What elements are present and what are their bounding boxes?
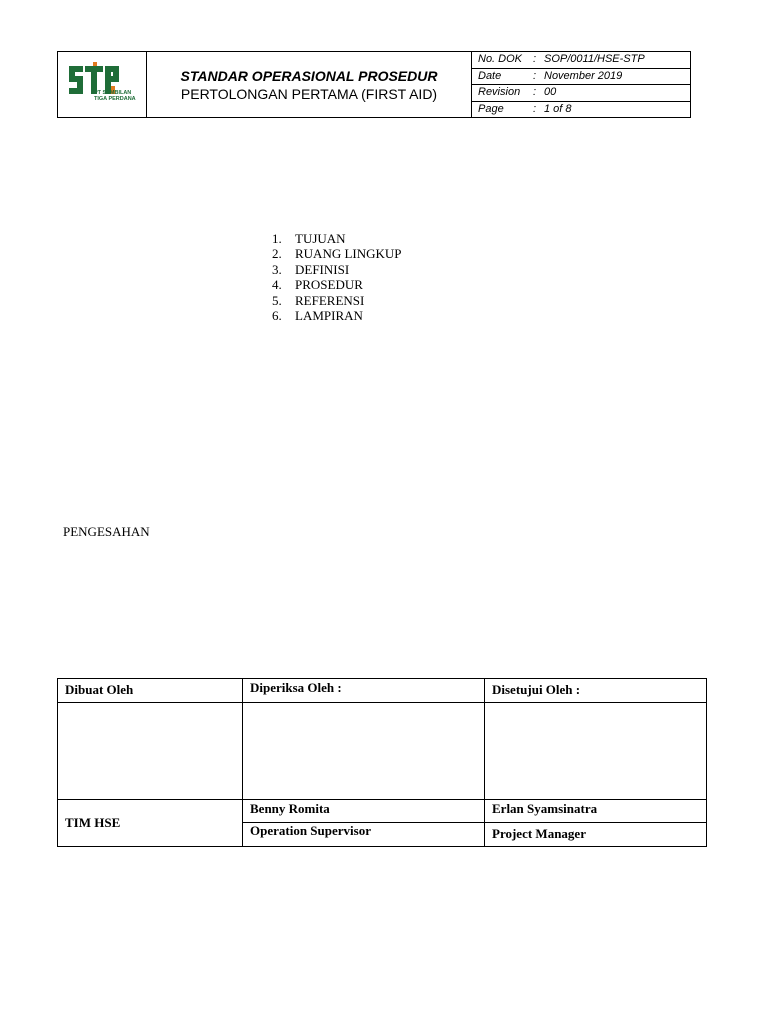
table-divider [242, 679, 243, 846]
meta-separator: : [533, 102, 537, 115]
logo-line1: PT SEMBILAN [94, 90, 132, 96]
meta-date [472, 69, 690, 86]
title-line2: PERTOLONGAN PERTAMA (FIRST AID) [180, 86, 438, 102]
meta-value: 00 [544, 86, 557, 98]
list-number: 4. [272, 277, 282, 293]
list-item [272, 293, 402, 308]
checker-role: Operation Supervisor [250, 823, 371, 838]
list-label: LAMPIRAN [295, 307, 363, 323]
document-meta [472, 52, 690, 117]
list-item [272, 246, 402, 261]
header-dibuat-oleh: Dibuat Oleh [65, 682, 134, 697]
approval-table [57, 678, 707, 847]
list-label: DEFINISI [295, 261, 350, 277]
list-item [272, 231, 402, 246]
meta-label: Page [478, 102, 504, 115]
header-diperiksa-oleh: Diperiksa Oleh : [250, 680, 342, 695]
logo-line2: TIGA PERDANA [94, 96, 136, 102]
meta-value: November 2019 [544, 69, 623, 82]
meta-page [472, 102, 690, 119]
list-label: PROSEDUR [295, 277, 363, 293]
list-item [272, 308, 402, 323]
document-title [147, 52, 472, 117]
company-logo [58, 52, 147, 117]
approver-name: Erlan Syamsinatra [492, 801, 598, 816]
list-item [272, 277, 402, 292]
list-number: 1. [272, 231, 282, 246]
list-label: REFERENSI [295, 292, 365, 308]
table-divider [58, 702, 706, 703]
meta-label: Date [478, 69, 502, 82]
list-number: 2. [272, 246, 282, 262]
list-label: RUANG LINGKUP [295, 246, 402, 262]
maker-name: TIM HSE [65, 815, 121, 830]
meta-label: Revision [478, 86, 521, 98]
list-number: 3. [272, 261, 282, 277]
table-divider [58, 799, 706, 800]
document-header [57, 51, 691, 118]
meta-doc-number [472, 52, 690, 69]
contents-list [272, 231, 402, 323]
header-disetujui-oleh: Disetujui Oleh : [492, 682, 581, 697]
meta-label: No. DOK [478, 53, 523, 65]
meta-revision [472, 85, 690, 102]
checker-name: Benny Romita [250, 801, 330, 816]
approver-role: Project Manager [492, 826, 586, 841]
meta-separator: : [533, 53, 537, 65]
meta-value: SOP/0011/HSE-STP [544, 53, 645, 65]
list-item [272, 262, 402, 277]
meta-separator: : [533, 69, 537, 82]
pengesahan-heading: PENGESAHAN [63, 524, 150, 539]
meta-separator: : [533, 86, 537, 98]
table-divider [484, 679, 485, 846]
list-number: 5. [272, 292, 282, 308]
list-label: TUJUAN [295, 231, 346, 246]
list-number: 6. [272, 307, 282, 323]
title-line1: STANDAR OPERASIONAL PROSEDUR [180, 68, 438, 84]
meta-value: 1 of 8 [544, 102, 572, 115]
